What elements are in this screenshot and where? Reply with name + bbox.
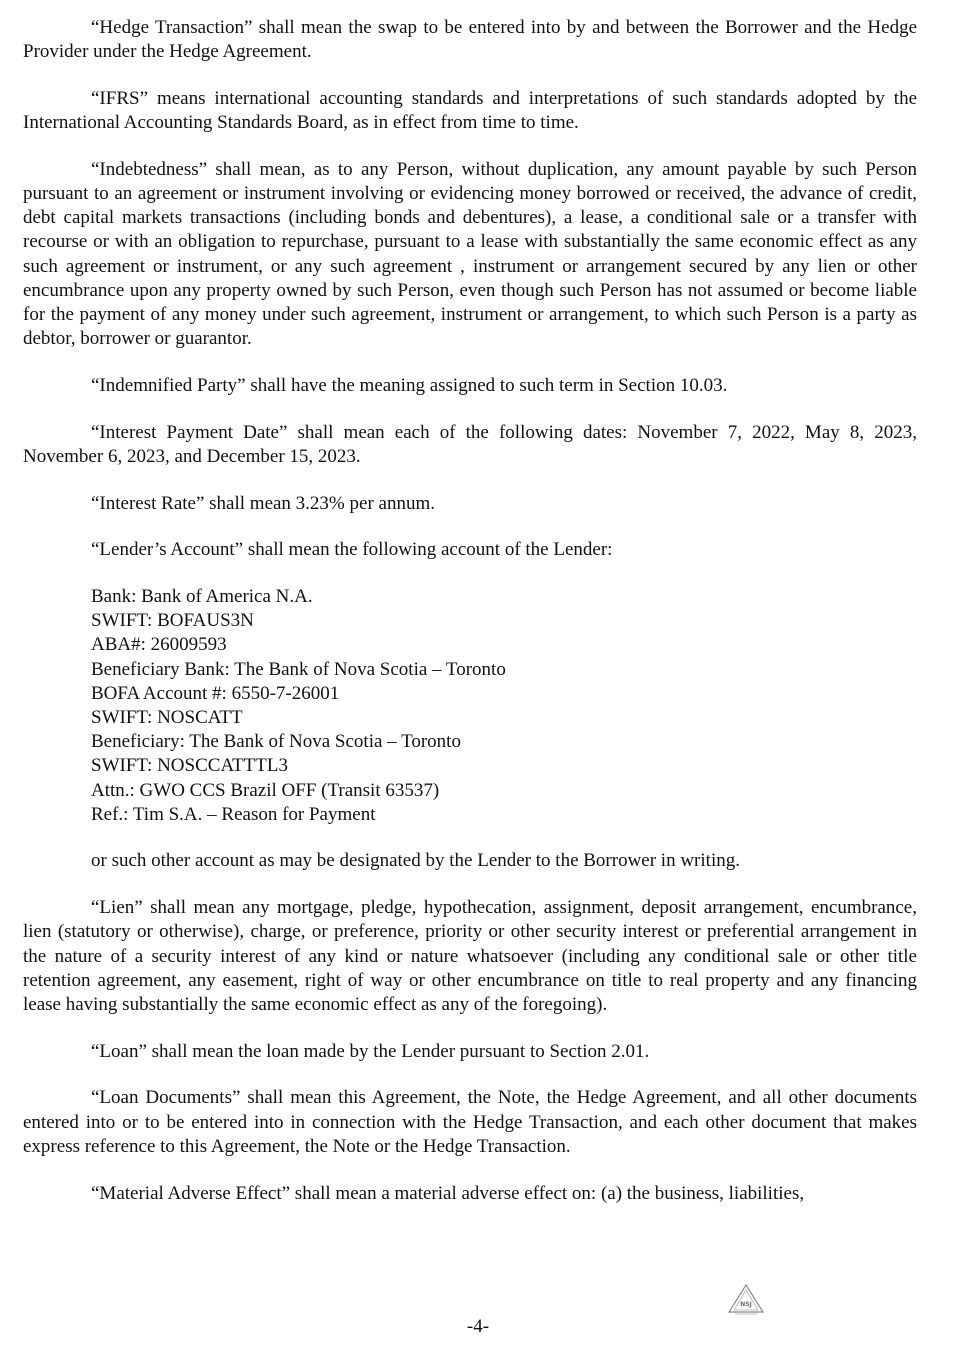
- page-number: -4-: [466, 1316, 490, 1337]
- account-beneficiary: Beneficiary: The Bank of Nova Scotia – Toronto: [91, 731, 461, 753]
- definition-loan: “Loan” shall mean the loan made by the Lender pursuant to Section 2.01.: [91, 1040, 650, 1062]
- account-aba: ABA#: 26009593: [91, 634, 227, 656]
- account-swift-1: SWIFT: BOFAUS3N: [91, 610, 254, 632]
- account-swift-3: SWIFT: NOSCCATTTL3: [91, 755, 288, 777]
- definition-indebtedness: “Indebtedness” shall mean, as to any Person, without duplication, any amount payable by such Person pursuant to an agreement or instrument involving or evidencing money borrowed or received, the advance of credit, debt capital markets transactions (including bonds and debentures), a lease, a conditional sale or a transfer with recourse or with an obligation to repurchase, pursuant to a lease with substantially the same economic effect as any such agreement or instrument, or any such agreement , instrument or arrangement secured by any lien or other encumbrance upon any property owned by such Person, even though such Person has not assumed or become liable for the payment of any money under such agreement, instrument or arrangement, to which such Person is a party as debtor, borrower or guarantor.: [23, 158, 917, 350]
- definition-interest-rate: “Interest Rate” shall mean 3.23% per annum.: [91, 492, 435, 514]
- svg-text:NSJ: NSJ: [740, 1301, 752, 1308]
- lender-account-details: [23, 585, 917, 827]
- other-account-note: or such other account as may be designated by the Lender to the Borrower in writing.: [91, 850, 740, 872]
- definition-indemnified-party: “Indemnified Party” shall have the meaning assigned to such term in Section 10.03.: [91, 374, 728, 396]
- definition-hedge-transaction: “Hedge Transaction” shall mean the swap to be entered into by and between the Borrower and the Hedge Provider under the Hedge Agreement.: [23, 17, 917, 63]
- document-page: [23, 16, 917, 1228]
- triangle-seal-icon: [727, 1283, 765, 1315]
- account-attn: Attn.: GWO CCS Brazil OFF (Transit 63537): [91, 779, 440, 801]
- account-bofa-number: BOFA Account #: 6550-7-26001: [91, 682, 340, 704]
- definition-ifrs: “IFRS” means international accounting standards and interpretations of such standards adopted by the International Accounting Standards Board, as in effect from time to time.: [23, 87, 917, 134]
- definition-lenders-account: “Lender’s Account” shall mean the following account of the Lender:: [91, 539, 613, 561]
- definition-material-adverse-effect: “Material Adverse Effect” shall mean a material adverse effect on: (a) the business, liabilities,: [91, 1182, 805, 1204]
- definition-loan-documents: “Loan Documents” shall mean this Agreement, the Note, the Hedge Agreement, and all other documents entered into or to be entered into in connection with the Hedge Transaction, and each other document that makes express reference to this Agreement, the Note or the Hedge Transaction.: [23, 1087, 917, 1157]
- account-beneficiary-bank: Beneficiary Bank: The Bank of Nova Scotia – Toronto: [91, 658, 506, 680]
- account-bank: Bank: Bank of America N.A.: [91, 585, 313, 607]
- definition-interest-payment-date: “Interest Payment Date” shall mean each of the following dates: November 7, 2022, May 8, 2023, November 6, 2023, and December 15, 2023.: [23, 421, 917, 467]
- definition-lien: “Lien” shall mean any mortgage, pledge, hypothecation, assignment, deposit arrangement, encumbrance, lien (statutory or otherwise), charge, or preference, priority or other security interest or preferential arrangement in the nature of a security interest of any kind or nature whatsoever (including any conditional sale or other title retention agreement, any easement, right of way or other encumbrance on title to real property and any financing lease having substantially the same economic effect as any of the foregoing).: [23, 897, 917, 1015]
- account-swift-2: SWIFT: NOSCATT: [91, 706, 243, 728]
- account-ref: Ref.: Tim S.A. – Reason for Payment: [91, 803, 376, 825]
